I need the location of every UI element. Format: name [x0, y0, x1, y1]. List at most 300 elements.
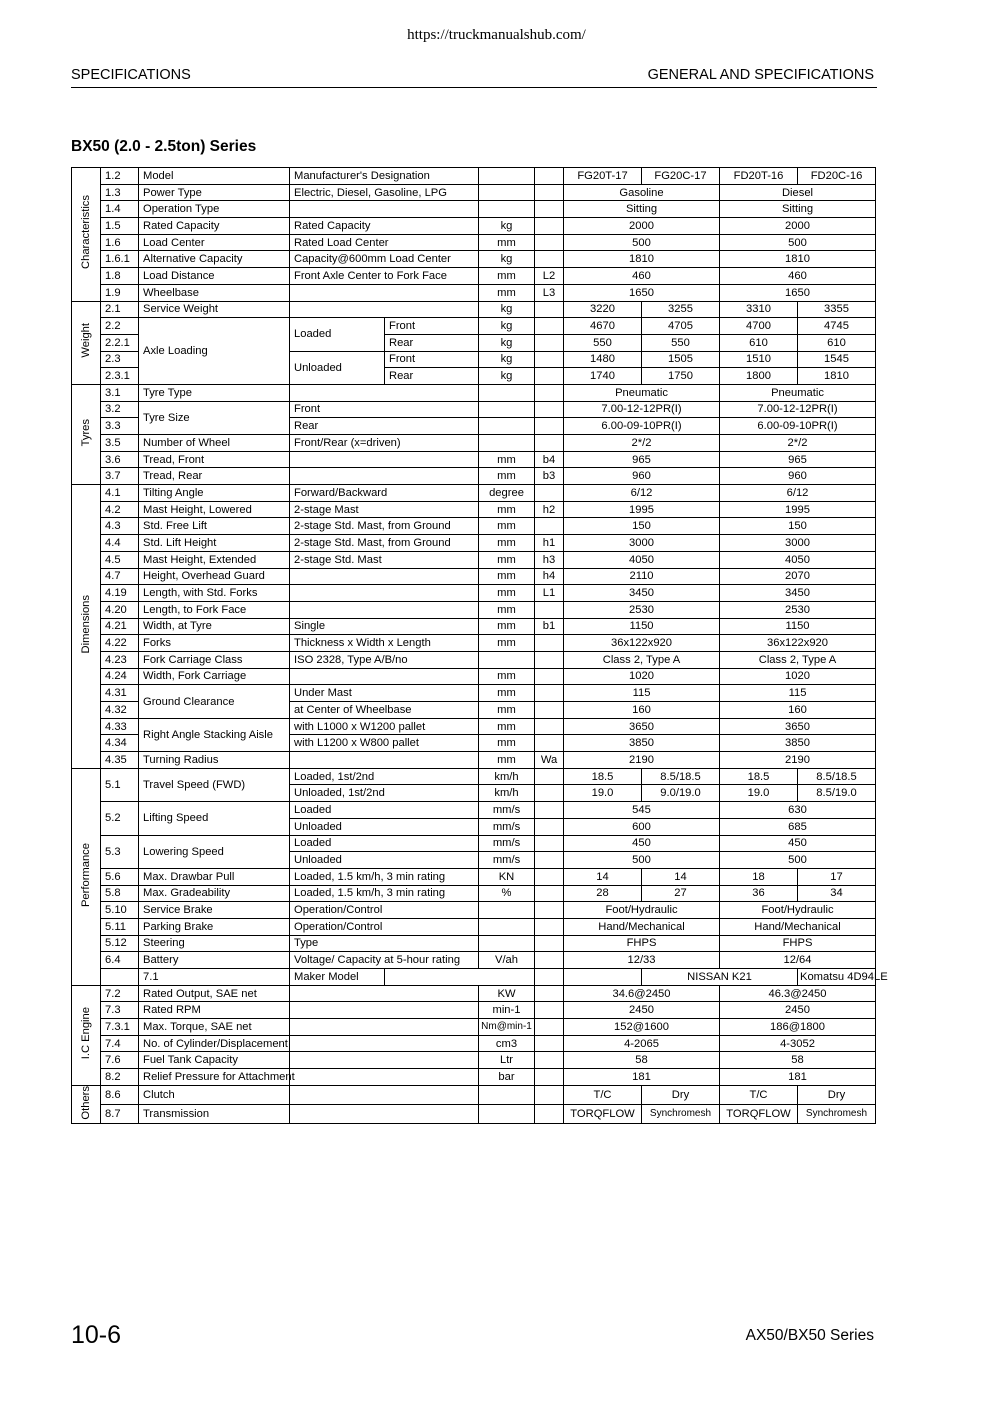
- spec-number: 5.8: [101, 885, 139, 902]
- spec-number: 4.19: [101, 585, 139, 602]
- spec-value: 2110: [564, 568, 720, 585]
- spec-unit: mm: [479, 685, 535, 702]
- spec-row: [72, 718, 876, 735]
- spec-value: 160: [720, 702, 876, 719]
- spec-item: Length, with Std. Forks: [139, 585, 290, 602]
- spec-value: 965: [564, 451, 720, 468]
- spec-condition: [290, 1105, 479, 1124]
- spec-symbol: [535, 768, 564, 785]
- spec-number: 4.5: [101, 551, 139, 568]
- spec-symbol: [535, 1052, 564, 1069]
- spec-row: [72, 485, 876, 502]
- spec-number: 4.34: [101, 735, 139, 752]
- spec-item: Length, to Fork Face: [139, 601, 290, 618]
- spec-value: 34: [798, 885, 876, 902]
- spec-value: FD20C-16: [798, 168, 876, 185]
- spec-item: Fuel Tank Capacity: [139, 1052, 290, 1069]
- spec-value: 1480: [564, 351, 642, 368]
- spec-value: 186@1800: [720, 1019, 876, 1036]
- spec-value: NISSAN K21: [642, 969, 798, 986]
- spec-unit: mm/s: [479, 818, 535, 835]
- spec-unit: %: [479, 885, 535, 902]
- group-label-engine: [72, 985, 101, 1085]
- spec-unit: KW: [479, 985, 535, 1002]
- spec-item: Number of Wheel: [139, 435, 290, 452]
- spec-value: 6/12: [564, 485, 720, 502]
- spec-condition: ISO 2328, Type A/B/no: [290, 651, 479, 668]
- spec-row: [72, 168, 876, 185]
- spec-value: 550: [642, 334, 720, 351]
- spec-number: 2.2.1: [101, 334, 139, 351]
- spec-condition: Manufacturer's Designation: [290, 168, 479, 185]
- spec-number: 5.12: [101, 935, 139, 952]
- spec-unit: mm: [479, 585, 535, 602]
- spec-row: [72, 535, 876, 552]
- spec-condition: Loaded: [290, 802, 479, 819]
- spec-row: [72, 1085, 876, 1104]
- spec-number: 7.2: [101, 985, 139, 1002]
- spec-row: [72, 284, 876, 301]
- spec-value: Dry: [642, 1085, 720, 1104]
- spec-item: Tyre Size: [139, 401, 290, 434]
- spec-number: 4.4: [101, 535, 139, 552]
- spec-row: [72, 952, 876, 969]
- spec-value: 3850: [720, 735, 876, 752]
- spec-condition: with L1200 x W800 pallet: [290, 735, 479, 752]
- spec-number: 4.1: [101, 485, 139, 502]
- spec-value: Synchromesh: [642, 1105, 720, 1124]
- spec-symbol: [535, 1035, 564, 1052]
- spec-value: T/C: [720, 1085, 798, 1104]
- spec-item: Steering: [139, 935, 290, 952]
- spec-number: 3.1: [101, 384, 139, 401]
- spec-unit: bar: [479, 1069, 535, 1086]
- group-label-text: Performance: [80, 842, 92, 907]
- spec-item: Height, Overhead Guard: [139, 568, 290, 585]
- spec-unit: mm: [479, 718, 535, 735]
- spec-value: 3650: [564, 718, 720, 735]
- spec-item: Lowering Speed: [139, 835, 290, 868]
- spec-value: 2190: [564, 752, 720, 769]
- spec-symbol: [535, 168, 564, 185]
- spec-value: 1750: [642, 368, 720, 385]
- spec-symbol: [535, 1105, 564, 1124]
- spec-symbol: [535, 518, 564, 535]
- spec-value: 18.5: [564, 768, 642, 785]
- spec-value: 7.00-12-12PR(I): [564, 401, 720, 418]
- spec-condition: [290, 1002, 479, 1019]
- spec-unit: mm/s: [479, 852, 535, 869]
- spec-item: Turning Radius: [139, 752, 290, 769]
- spec-row: [72, 685, 876, 702]
- spec-condition: Voltage/ Capacity at 5-hour rating: [290, 952, 479, 969]
- spec-unit: mm: [479, 234, 535, 251]
- spec-number: 5.2: [101, 802, 139, 835]
- spec-row: [72, 1019, 876, 1036]
- spec-number: 4.35: [101, 752, 139, 769]
- spec-item: Tyre Type: [139, 384, 290, 401]
- group-label-text: I.C Engine: [80, 1007, 92, 1060]
- spec-value: 450: [564, 835, 720, 852]
- spec-value: 460: [720, 268, 876, 285]
- spec-item: Service Weight: [139, 301, 290, 318]
- spec-sub-condition: Rear: [385, 334, 479, 351]
- spec-number: 2.2: [101, 318, 139, 335]
- spec-condition: Operation/Control: [290, 902, 479, 919]
- spec-value: 3650: [720, 718, 876, 735]
- spec-item: Max. Drawbar Pull: [139, 868, 290, 885]
- spec-condition: Under Mast: [290, 685, 479, 702]
- spec-unit: mm: [479, 568, 535, 585]
- spec-value: 610: [720, 334, 798, 351]
- spec-number: 7.1: [139, 969, 290, 986]
- group-label-text: Dimensions: [80, 595, 92, 654]
- spec-number: 4.33: [101, 718, 139, 735]
- spec-item: Width, at Tyre: [139, 618, 290, 635]
- spec-unit: [479, 435, 535, 452]
- spec-row: [72, 902, 876, 919]
- spec-condition: Capacity@600mm Load Center: [290, 251, 479, 268]
- spec-item: Travel Speed (FWD): [139, 768, 290, 801]
- spec-item: Lifting Speed: [139, 802, 290, 835]
- spec-unit: [479, 1085, 535, 1104]
- spec-value: 4050: [564, 551, 720, 568]
- spec-number: 1.3: [101, 184, 139, 201]
- spec-unit: kg: [479, 318, 535, 335]
- spec-value: 58: [564, 1052, 720, 1069]
- spec-condition: at Center of Wheelbase: [290, 702, 479, 719]
- spec-row: [72, 1002, 876, 1019]
- spec-number: 4.21: [101, 618, 139, 635]
- spec-value: 115: [564, 685, 720, 702]
- spec-condition: Front/Rear (x=driven): [290, 435, 479, 452]
- spec-value: 965: [720, 451, 876, 468]
- spec-unit: [479, 168, 535, 185]
- spec-symbol: [535, 935, 564, 952]
- spec-row: [72, 918, 876, 935]
- spec-value: 500: [720, 234, 876, 251]
- spec-unit: mm: [479, 284, 535, 301]
- spec-value: 152@1600: [564, 1019, 720, 1036]
- group-label-tyres: [72, 384, 101, 484]
- spec-unit: mm: [479, 268, 535, 285]
- spec-condition: [290, 468, 479, 485]
- spec-row: [72, 468, 876, 485]
- spec-symbol: [535, 184, 564, 201]
- spec-value: Class 2, Type A: [720, 651, 876, 668]
- spec-value: 19.0: [720, 785, 798, 802]
- spec-item: Right Angle Stacking Aisle: [139, 718, 290, 751]
- spec-symbol: [535, 802, 564, 819]
- spec-value: 2450: [564, 1002, 720, 1019]
- spec-value: Gasoline: [564, 184, 720, 201]
- specification-table: [71, 167, 888, 1124]
- spec-symbol: [535, 201, 564, 218]
- spec-value: FG20C-17: [642, 168, 720, 185]
- spec-number: 1.9: [101, 284, 139, 301]
- spec-row: [72, 1052, 876, 1069]
- spec-number: 4.20: [101, 601, 139, 618]
- spec-item: No. of Cylinder/Displacement: [139, 1035, 290, 1052]
- spec-value: 27: [642, 885, 720, 902]
- spec-value: 1505: [642, 351, 720, 368]
- spec-symbol: [535, 318, 564, 335]
- spec-symbol: [535, 818, 564, 835]
- spec-value: 2450: [720, 1002, 876, 1019]
- spec-item: Load Center: [139, 234, 290, 251]
- spec-condition: [385, 969, 535, 986]
- spec-value: 2530: [720, 601, 876, 618]
- spec-number: 3.6: [101, 451, 139, 468]
- spec-condition: [290, 201, 479, 218]
- spec-row: [72, 251, 876, 268]
- spec-symbol: h3: [535, 551, 564, 568]
- spec-value: 14: [642, 868, 720, 885]
- spec-value: 4-2065: [564, 1035, 720, 1052]
- spec-value: 2190: [720, 752, 876, 769]
- spec-row: [72, 802, 876, 819]
- spec-unit: [479, 418, 535, 435]
- spec-value: 8.5/18.5: [798, 768, 876, 785]
- spec-number: 1.5: [101, 218, 139, 235]
- spec-row: [72, 234, 876, 251]
- spec-item: Tilting Angle: [139, 485, 290, 502]
- footer-series: AX50/BX50 Series: [745, 1327, 874, 1344]
- spec-value: 2000: [564, 218, 720, 235]
- spec-symbol: [535, 1019, 564, 1036]
- header-rule: [71, 87, 877, 88]
- spec-value: 6.00-09-10PR(I): [720, 418, 876, 435]
- spec-item: Forks: [139, 635, 290, 652]
- spec-value: Class 2, Type A: [564, 651, 720, 668]
- spec-unit: mm/s: [479, 802, 535, 819]
- spec-unit: mm/s: [479, 835, 535, 852]
- spec-item: Maker Model: [290, 969, 385, 986]
- spec-value: 36x122x920: [720, 635, 876, 652]
- spec-symbol: [535, 435, 564, 452]
- spec-condition: Thickness x Width x Length: [290, 635, 479, 652]
- spec-item: Tread, Front: [139, 451, 290, 468]
- spec-symbol: [535, 384, 564, 401]
- spec-value: FHPS: [720, 935, 876, 952]
- spec-symbol: h2: [535, 501, 564, 518]
- spec-condition: [290, 1052, 479, 1069]
- spec-number: 2.3: [101, 351, 139, 368]
- spec-symbol: [535, 234, 564, 251]
- spec-condition: Loaded: [290, 835, 479, 852]
- spec-value: 4705: [642, 318, 720, 335]
- spec-number: 3.2: [101, 401, 139, 418]
- spec-value: 3310: [720, 301, 798, 318]
- spec-value: TORQFLOW: [564, 1105, 642, 1124]
- spec-condition: [290, 1085, 479, 1104]
- spec-number: 1.2: [101, 168, 139, 185]
- spec-condition: Forward/Backward: [290, 485, 479, 502]
- spec-symbol: [535, 301, 564, 318]
- spec-condition: with L1000 x W1200 pallet: [290, 718, 479, 735]
- spec-value: 685: [720, 818, 876, 835]
- spec-value: Synchromesh: [798, 1105, 876, 1124]
- spec-unit: kg: [479, 301, 535, 318]
- spec-value: 1020: [564, 668, 720, 685]
- spec-number: 1.8: [101, 268, 139, 285]
- spec-sub-condition: Front: [385, 318, 479, 335]
- spec-unit: mm: [479, 551, 535, 568]
- spec-value: 2530: [564, 601, 720, 618]
- spec-value: 12/64: [720, 952, 876, 969]
- spec-row: [72, 635, 876, 652]
- spec-value: 160: [564, 702, 720, 719]
- spec-value: 1650: [720, 284, 876, 301]
- spec-number: 7.4: [101, 1035, 139, 1052]
- spec-item: Max. Torque, SAE net: [139, 1019, 290, 1036]
- spec-value: 4050: [720, 551, 876, 568]
- spec-value: 34.6@2450: [564, 985, 720, 1002]
- spec-value: 36x122x920: [564, 635, 720, 652]
- spec-item: Rated RPM: [139, 1002, 290, 1019]
- spec-value: 8.5/18.5: [642, 768, 720, 785]
- spec-unit: mm: [479, 535, 535, 552]
- spec-unit: [479, 184, 535, 201]
- spec-item: Axle Loading: [139, 318, 290, 385]
- spec-condition: Single: [290, 618, 479, 635]
- spec-condition: Operation/Control: [290, 918, 479, 935]
- spec-number: 2.3.1: [101, 368, 139, 385]
- spec-value: 3220: [564, 301, 642, 318]
- spec-item: Rated Output, SAE net: [139, 985, 290, 1002]
- spec-value: Foot/Hydraulic: [564, 902, 720, 919]
- spec-condition: [290, 301, 479, 318]
- spec-value: 2*/2: [564, 435, 720, 452]
- spec-row: [72, 451, 876, 468]
- spec-item: Std. Free Lift: [139, 518, 290, 535]
- spec-unit: [479, 902, 535, 919]
- spec-value: 2070: [720, 568, 876, 585]
- spec-value: 500: [564, 234, 720, 251]
- spec-symbol: [535, 218, 564, 235]
- spec-row: [72, 668, 876, 685]
- spec-value: 9.0/19.0: [642, 785, 720, 802]
- spec-value: FG20T-17: [564, 168, 642, 185]
- spec-number: 5.3: [101, 835, 139, 868]
- spec-item: Mast Height, Extended: [139, 551, 290, 568]
- spec-value: 3450: [720, 585, 876, 602]
- spec-value: Pneumatic: [720, 384, 876, 401]
- spec-row: [72, 768, 876, 785]
- group-label-battery: [101, 969, 139, 986]
- spec-number: 5.6: [101, 868, 139, 885]
- spec-symbol: [535, 368, 564, 385]
- spec-number: 4.31: [101, 685, 139, 702]
- spec-row: [72, 985, 876, 1002]
- spec-symbol: [535, 401, 564, 418]
- spec-number: 4.3: [101, 518, 139, 535]
- spec-symbol: h1: [535, 535, 564, 552]
- spec-symbol: [535, 418, 564, 435]
- spec-value: 181: [720, 1069, 876, 1086]
- header-section-right: GENERAL AND SPECIFICATIONS: [647, 67, 874, 83]
- spec-condition: Unloaded: [290, 351, 385, 384]
- spec-unit: degree: [479, 485, 535, 502]
- spec-value: 4700: [720, 318, 798, 335]
- spec-symbol: [535, 852, 564, 869]
- spec-value: 18.5: [720, 768, 798, 785]
- spec-condition: Front Axle Center to Fork Face: [290, 268, 479, 285]
- spec-item: Std. Lift Height: [139, 535, 290, 552]
- spec-value: 28: [564, 885, 642, 902]
- spec-value: 500: [564, 852, 720, 869]
- spec-symbol: b3: [535, 468, 564, 485]
- spec-row: [72, 618, 876, 635]
- spec-row: [72, 268, 876, 285]
- spec-item: Rated Capacity: [139, 218, 290, 235]
- spec-condition: [290, 601, 479, 618]
- spec-symbol: L2: [535, 268, 564, 285]
- spec-sub-condition: Front: [385, 351, 479, 368]
- spec-condition: Loaded, 1st/2nd: [290, 768, 479, 785]
- spec-symbol: [535, 868, 564, 885]
- spec-row: [72, 435, 876, 452]
- spec-condition: Rear: [290, 418, 479, 435]
- spec-value: 36: [720, 885, 798, 902]
- spec-row: [72, 885, 876, 902]
- spec-unit: Nm@min-1: [479, 1019, 535, 1036]
- spec-symbol: b4: [535, 451, 564, 468]
- spec-value: 450: [720, 835, 876, 852]
- spec-row: [72, 1035, 876, 1052]
- spec-condition: [290, 451, 479, 468]
- spec-value: 3850: [564, 735, 720, 752]
- spec-symbol: [535, 601, 564, 618]
- spec-value: 1510: [720, 351, 798, 368]
- spec-row: [72, 301, 876, 318]
- spec-unit: kg: [479, 334, 535, 351]
- spec-number: 3.3: [101, 418, 139, 435]
- spec-unit: Ltr: [479, 1052, 535, 1069]
- spec-unit: [479, 1105, 535, 1124]
- spec-unit: cm3: [479, 1035, 535, 1052]
- spec-value: Komatsu 4D94LE: [798, 969, 876, 986]
- spec-condition: Unloaded: [290, 852, 479, 869]
- spec-symbol: [535, 351, 564, 368]
- spec-value: 7.00-12-12PR(I): [720, 401, 876, 418]
- spec-item: Ground Clearance: [139, 685, 290, 718]
- spec-unit: mm: [479, 601, 535, 618]
- spec-item: Mast Height, Lowered: [139, 501, 290, 518]
- spec-condition: 2-stage Std. Mast, from Ground: [290, 535, 479, 552]
- spec-condition: Loaded: [290, 318, 385, 351]
- spec-item: Parking Brake: [139, 918, 290, 935]
- spec-symbol: [535, 1069, 564, 1086]
- spec-number: 4.2: [101, 501, 139, 518]
- spec-value: Sitting: [564, 201, 720, 218]
- spec-item: Model: [139, 168, 290, 185]
- spec-value: Hand/Mechanical: [720, 918, 876, 935]
- spec-symbol: [535, 702, 564, 719]
- spec-value: 1150: [720, 618, 876, 635]
- spec-row: [72, 585, 876, 602]
- spec-number: 6.4: [101, 952, 139, 969]
- spec-row: [72, 184, 876, 201]
- spec-value: Dry: [798, 1085, 876, 1104]
- spec-condition: [290, 1035, 479, 1052]
- spec-value: 46.3@2450: [720, 985, 876, 1002]
- spec-value: 18: [720, 868, 798, 885]
- spec-number: 4.32: [101, 702, 139, 719]
- spec-value: 58: [720, 1052, 876, 1069]
- spec-unit: kg: [479, 251, 535, 268]
- spec-row: [72, 551, 876, 568]
